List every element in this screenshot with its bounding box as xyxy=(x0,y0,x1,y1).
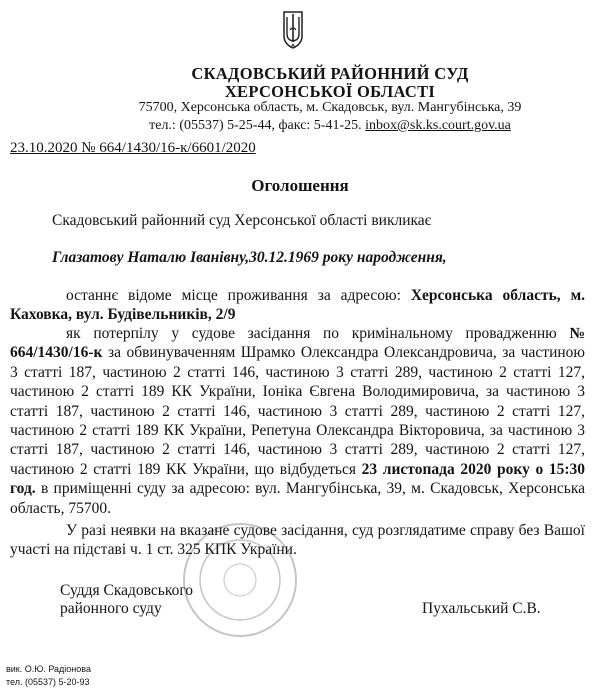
executor-name: вик. О.Ю. Радіонова xyxy=(6,664,91,674)
judge-position-line1: Суддя Скадовського xyxy=(60,582,194,599)
case-paragraph xyxy=(10,324,585,518)
summoned-person: Глазатову Наталю Іванівну,30.12.1969 року народження, xyxy=(52,249,447,266)
judge-name: Пухальський С.В. xyxy=(422,600,541,617)
court-address: 75700, Херсонська область, м. Скадовськ, вул. Мангубінська, 39 xyxy=(138,100,522,115)
court-phone-fax: тел.: (05537) 5-25-44, факс: 5-41-25. xyxy=(149,118,362,133)
residence-address: Херсонська область, м. Каховка, вул. Будівельників, 2/9 xyxy=(10,287,586,324)
court-contacts xyxy=(30,118,600,134)
hearing-location: в приміщенні суду за адресою: вул. Мангубінська, 39, м. Скадовськ, Херсонська область, 75700. xyxy=(10,480,585,517)
court-name-line2: ХЕРСОНСЬКОЇ ОБЛАСТІ xyxy=(224,82,436,101)
judge-position-line2: районного суду xyxy=(60,600,162,617)
residence-paragraph xyxy=(10,286,585,325)
case-prefix: як потерпілу у судове засідання по кримінальному провадженню xyxy=(66,325,557,342)
court-seal-stamp xyxy=(180,520,300,640)
court-name-line1: СКАДОВСЬКИЙ РАЙОННИЙ СУД xyxy=(191,64,469,83)
case-details: за обвинуваченням Шрамко Олександра Олександровича, за частиною 3 статті 187, частиною 2 статті 146, частиною 3 статті 289, частиною 2 статті 127, частиною 2 статті 189 КК України, Іоніка Євгена Володимировича, за частиною 3 статті 187, частиною 2 статті 146, частиною 3 статті 289, частиною 2 статті 127, частиною 2 статті 189 КК України, Репетуна Олександра Вікторовича, за частиною 3 статті 187, частиною 2 статті 146, частиною 3 статті 289, частиною 2 статті 127, частиною 2 статті 189 КК України, що відбудеться xyxy=(10,344,585,478)
warning-paragraph: У разі неявки на вказане судове засідання, суд розглядатиме справу без Вашої участі на підставі ч. 1 ст. 325 КПК України. xyxy=(10,522,585,558)
trident-emblem-icon xyxy=(280,8,306,52)
reference-date: 23.10.2020 xyxy=(10,140,78,156)
reference-line xyxy=(10,140,256,157)
residence-prefix: останнє відоме місце проживання за адресою: xyxy=(66,287,401,304)
reference-number: № 664/1430/16-к/6601/2020 xyxy=(81,140,256,156)
court-email-link[interactable]: inbox@sk.ks.court.gov.ua xyxy=(365,118,511,133)
document-title: Оголошення xyxy=(251,176,349,195)
intro-text: Скадовський районний суд Херсонської області викликає xyxy=(52,212,432,229)
hearing-datetime: 23 листопада 2020 року о 15:30 год. xyxy=(10,460,586,498)
case-number: № 664/1430/16-к xyxy=(10,325,586,362)
executor-phone: тел. (05537) 5-20-93 xyxy=(6,677,90,687)
